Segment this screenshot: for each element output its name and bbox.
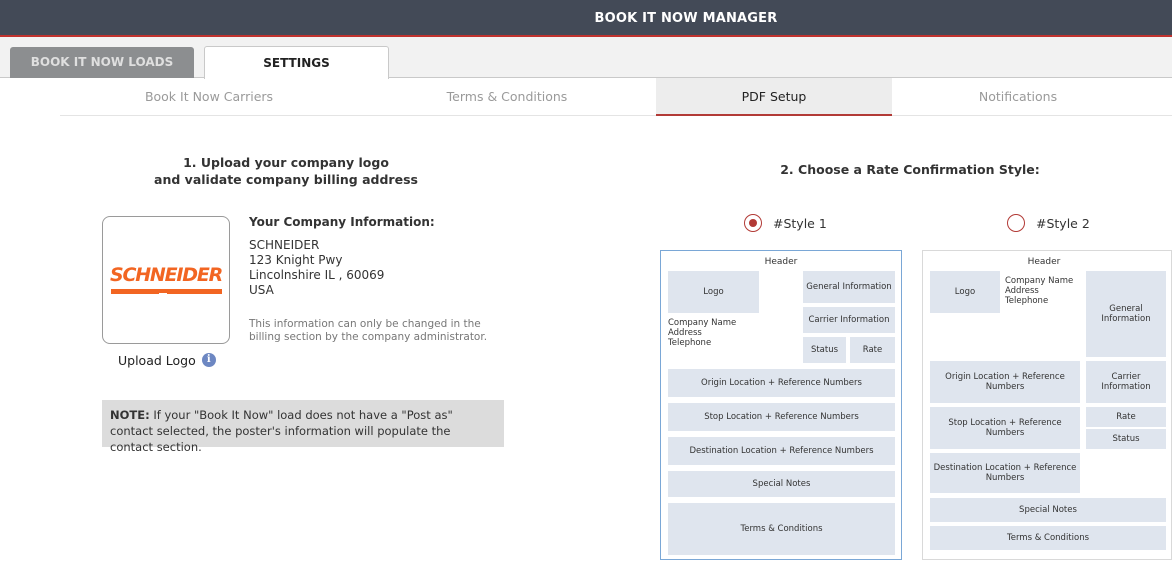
s2-carrier-block: Carrier Information <box>1086 361 1166 403</box>
style-2-option[interactable] <box>1007 212 1090 234</box>
s2-company-lines <box>1005 276 1073 306</box>
s1-stop-block: Stop Location + Reference Numbers <box>668 403 895 431</box>
subtab-terms-conditions[interactable]: Terms & Conditions <box>446 89 568 104</box>
company-info-note: This information can only be changed in the billing section by the company administrator. <box>249 318 488 343</box>
s2-special-notes-block: Special Notes <box>930 498 1166 522</box>
style-2-label: #Style 2 <box>1036 215 1090 231</box>
subtab-book-it-now-carriers[interactable]: Book It Now Carriers <box>144 89 274 104</box>
s2-company-name: Company Name <box>1005 276 1074 286</box>
s2-header: Header <box>1027 257 1061 267</box>
company-info-title: Your Company Information: <box>249 215 435 229</box>
title-bar <box>0 0 1172 37</box>
subtab-pdf-setup[interactable]: PDF Setup <box>656 78 892 116</box>
s1-destination-block: Destination Location + Reference Numbers <box>668 437 895 465</box>
style-section-heading: 2. Choose a Rate Confirmation Style: <box>780 162 1040 177</box>
upload-heading-line1: 1. Upload your company logo <box>183 155 389 170</box>
company-logo: SCHNEIDER <box>109 264 223 286</box>
tab-settings[interactable]: SETTINGS <box>204 46 389 79</box>
s2-general-block: General Information <box>1086 271 1166 357</box>
s2-status-block: Status <box>1086 429 1166 449</box>
company-info-lines <box>249 238 384 298</box>
settings-sub-nav <box>60 78 1172 116</box>
upload-heading-line2: and validate company billing address <box>154 172 418 187</box>
s2-terms-block: Terms & Conditions <box>930 526 1166 550</box>
tab-book-it-now-loads[interactable]: BOOK IT NOW LOADS <box>10 47 194 78</box>
s2-rate-block: Rate <box>1086 407 1166 427</box>
s2-company-address: Address <box>1005 286 1039 296</box>
s1-company-address: Address <box>668 328 702 338</box>
s1-special-notes-block: Special Notes <box>668 471 895 497</box>
s2-company-telephone: Telephone <box>1005 296 1049 306</box>
style-1-option[interactable] <box>744 212 827 234</box>
s1-terms-block: Terms & Conditions <box>668 503 895 555</box>
s1-origin-block: Origin Location + Reference Numbers <box>668 369 895 397</box>
s1-rate-block: Rate <box>850 337 895 363</box>
s1-logo-block: Logo <box>668 271 759 313</box>
logo-upload-box[interactable] <box>102 216 230 344</box>
style-2-preview[interactable] <box>922 250 1172 560</box>
s2-origin-block: Origin Location + Reference Numbers <box>930 361 1080 403</box>
style-2-radio[interactable] <box>1007 214 1025 232</box>
note-box <box>102 400 504 454</box>
logo-notch <box>159 293 167 297</box>
style-1-preview[interactable] <box>660 250 902 560</box>
s2-logo-block: Logo <box>930 271 1000 313</box>
style-1-radio[interactable] <box>744 214 762 232</box>
upload-section-heading <box>100 154 472 188</box>
upload-logo-label[interactable]: Upload Logo <box>118 352 196 368</box>
company-city: Lincolnshire IL , 60069 <box>249 268 385 282</box>
s1-general-block: General Information <box>803 271 895 303</box>
company-street: 123 Knight Pwy <box>249 253 343 267</box>
info-icon[interactable]: i <box>202 353 216 367</box>
upload-logo-row <box>118 351 216 369</box>
s1-company-telephone: Telephone <box>668 338 712 348</box>
s1-header: Header <box>764 257 798 267</box>
main-tab-bar <box>0 37 1172 78</box>
subtab-notifications[interactable]: Notifications <box>978 89 1058 104</box>
company-country: USA <box>249 283 274 297</box>
note-text: If your "Book It Now" load does not have a "Post as" contact selected, the poster's information will populate the contact section. <box>110 408 453 454</box>
s2-destination-block: Destination Location + Reference Numbers <box>930 453 1080 493</box>
style-1-label: #Style 1 <box>773 215 827 231</box>
s1-company-lines <box>668 318 736 348</box>
s1-carrier-block: Carrier Information <box>803 307 895 333</box>
s2-stop-block: Stop Location + Reference Numbers <box>930 407 1080 449</box>
s1-status-block: Status <box>803 337 846 363</box>
note-label: NOTE: <box>110 408 150 422</box>
company-name: SCHNEIDER <box>249 238 320 252</box>
s1-company-name: Company Name <box>668 318 737 328</box>
app-title: BOOK IT NOW MANAGER <box>594 11 778 26</box>
